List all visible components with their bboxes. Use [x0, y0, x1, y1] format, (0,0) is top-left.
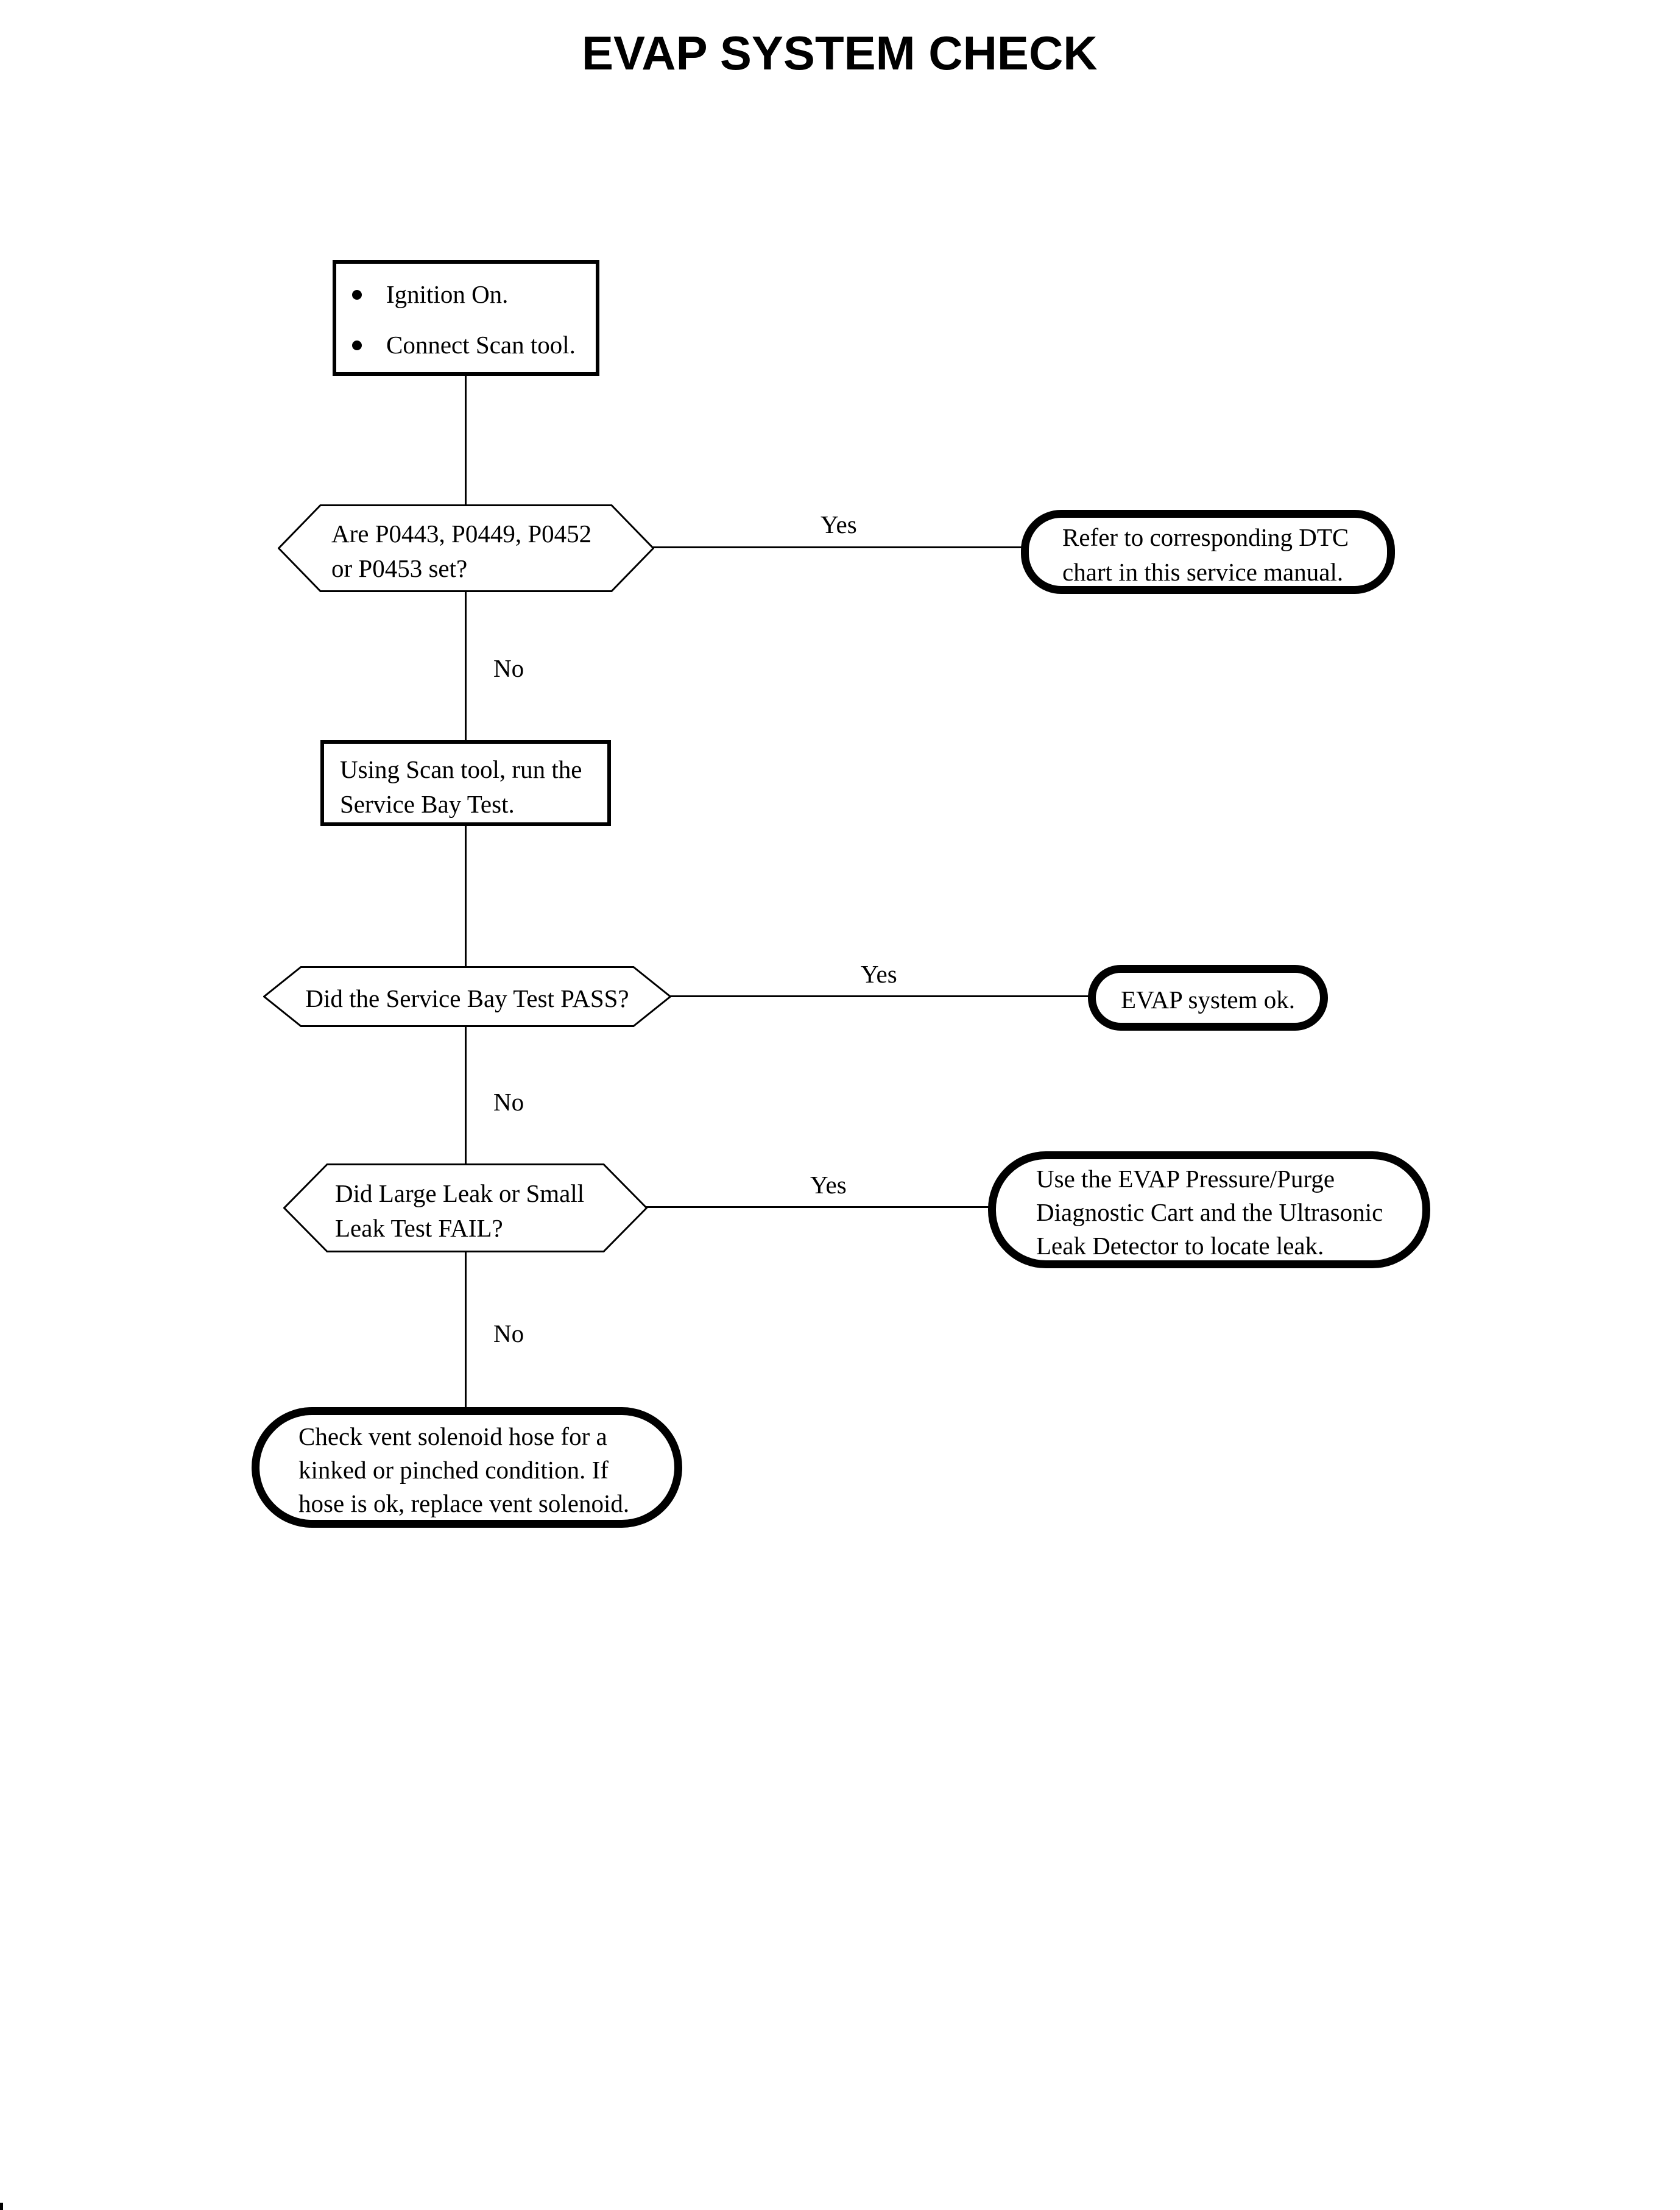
result-locate-leak-line-2: Diagnostic Cart and the Ultrasonic [1036, 1198, 1383, 1226]
result-locate-leak [988, 1151, 1430, 1268]
result-dtc-line-2: chart in this service manual. [1062, 558, 1344, 586]
result-locate-leak-line-1: Use the EVAP Pressure/Purge [1036, 1164, 1335, 1193]
process-service-bay-line-2: Service Bay Test. [340, 789, 515, 818]
bullet-icon [352, 341, 362, 350]
edge-label-no-3: No [493, 1319, 524, 1347]
start-item-2-label: Connect Scan tool. [386, 331, 576, 359]
decision-leak-line-1: Did Large Leak or Small [335, 1179, 585, 1207]
start-box [333, 260, 599, 376]
scan-artifact [0, 2203, 3, 2210]
decision-leak-test-fail [283, 1163, 648, 1252]
result-vent-solenoid-line-3: hose is ok, replace vent solenoid. [298, 1489, 630, 1517]
connector-yes2 [669, 995, 1092, 997]
result-vent-solenoid [252, 1407, 682, 1528]
connector-no2 [465, 1025, 467, 1166]
result-evap-ok [1088, 965, 1328, 1031]
edge-label-yes-3: Yes [810, 1171, 847, 1199]
edge-label-no-1: No [493, 654, 524, 682]
result-dtc-chart [1021, 510, 1395, 594]
connector-process-to-decision2 [465, 825, 467, 969]
connector-no3 [465, 1251, 467, 1409]
connector-start-to-decision1 [465, 375, 467, 506]
decision-service-bay-pass [263, 966, 671, 1027]
start-item-1-label: Ignition On. [386, 280, 509, 308]
bullet-icon [352, 290, 362, 300]
decision-codes-line-2: or P0453 set? [331, 554, 468, 582]
connector-no1 [465, 590, 467, 741]
result-vent-solenoid-line-2: kinked or pinched condition. If [298, 1455, 609, 1484]
edge-label-yes-1: Yes [821, 510, 857, 538]
connector-yes1 [652, 546, 1025, 548]
decision-codes-line-1: Are P0443, P0449, P0452 [331, 520, 592, 548]
result-dtc-line-1: Refer to corresponding DTC [1062, 523, 1349, 551]
result-locate-leak-line-3: Leak Detector to locate leak. [1036, 1231, 1324, 1260]
decision-leak-line-2: Leak Test FAIL? [335, 1214, 503, 1242]
page-title: EVAP SYSTEM CHECK [582, 26, 1098, 80]
start-item-2 [336, 328, 596, 362]
connector-yes3 [645, 1206, 992, 1208]
start-item-1 [336, 277, 596, 312]
process-service-bay-line-1: Using Scan tool, run the [340, 755, 582, 783]
result-vent-solenoid-line-1: Check vent solenoid hose for a [298, 1422, 607, 1450]
result-evap-ok-line-1: EVAP system ok. [1121, 985, 1295, 1014]
decision-service-bay-line-1: Did the Service Bay Test PASS? [305, 984, 629, 1012]
decision-codes-set [278, 504, 654, 592]
edge-label-yes-2: Yes [861, 960, 897, 988]
process-service-bay-box [320, 740, 611, 826]
edge-label-no-2: No [493, 1088, 524, 1116]
